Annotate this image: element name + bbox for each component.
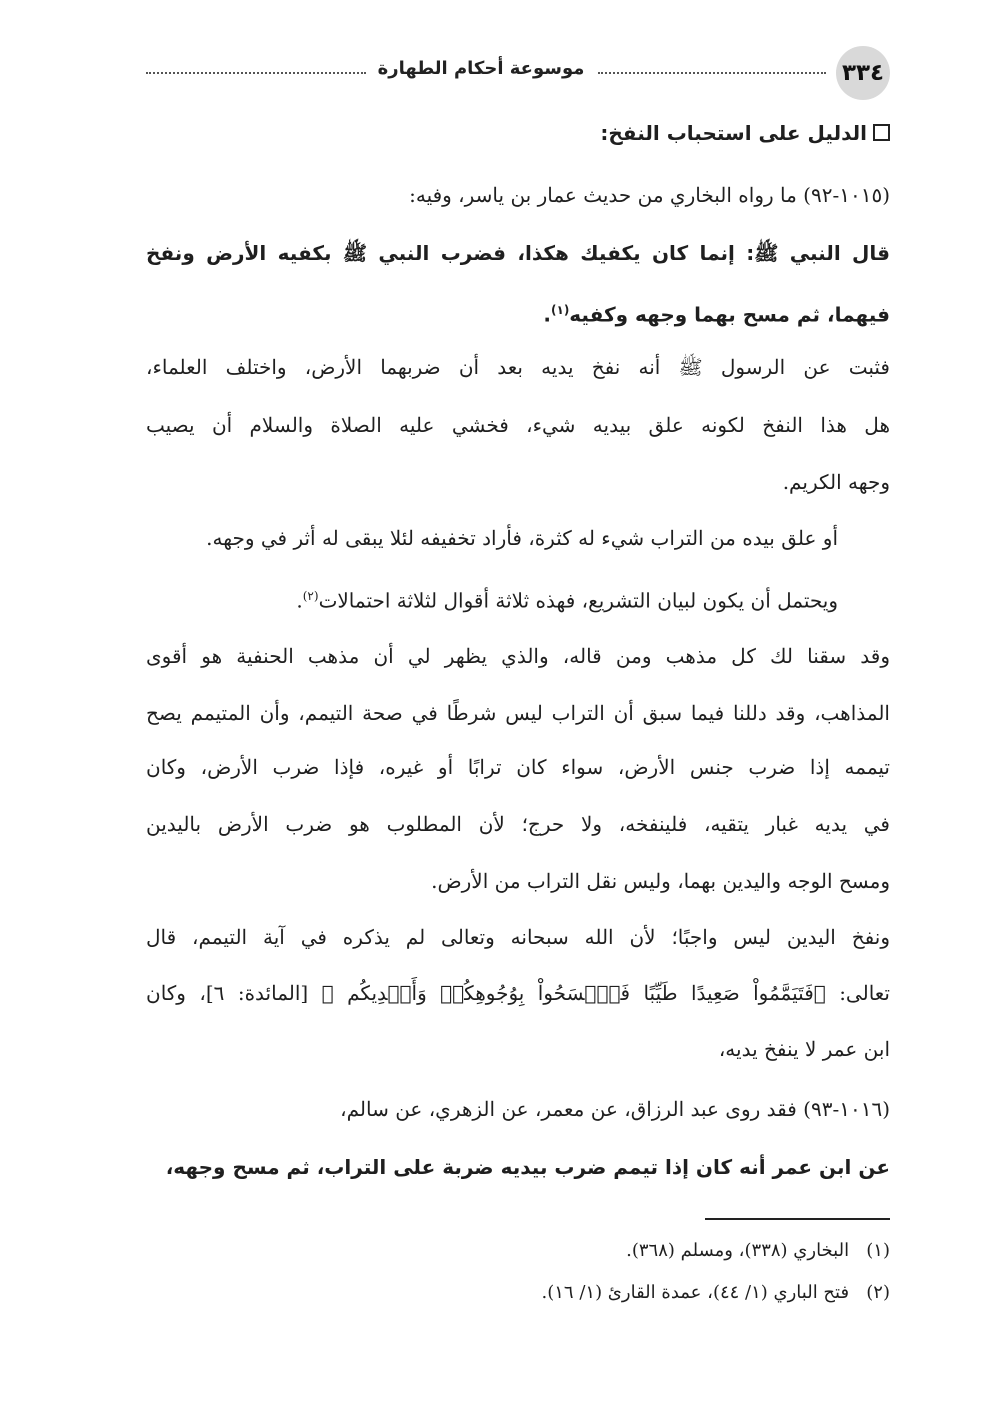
- book-title: موسوعة أحكام الطهارة: [377, 58, 585, 79]
- footnote-ref-1: (١): [551, 303, 570, 317]
- hadith-1-text-line: قال النبي ﷺ: إنما كان يكفيك هكذا، فضرب النبي ﷺ بكفيه الأرض ونفخ: [146, 241, 890, 265]
- page-number-badge: ٣٣٤: [836, 46, 890, 100]
- footnote-2: (٢) فتح الباري (١/ ٤٤)، عمدة القارئ (١/ ١٦).: [541, 1282, 890, 1303]
- header-dotted-rule-left: [146, 72, 366, 74]
- paragraph-line: في يديه غبار يتقيه، فلينفخه، ولا حرج؛ لأن المطلوب هو ضرب الأرض باليدين: [146, 812, 890, 836]
- footnote-separator: [705, 1218, 890, 1220]
- hadith-1-text-line: فيهما، ثم مسح بهما وجهه وكفيه$^{(١)}$.: [543, 302, 890, 327]
- paragraph-line: تيممه إذا ضرب جنس الأرض، سواء كان ترابًا أو غيره، فإذا ضرب الأرض، وكان: [146, 755, 890, 779]
- paragraph-line: فثبت عن الرسول ﷺ أنه نفخ يديه بعد أن ضربهما الأرض، واختلف العلماء،: [146, 355, 890, 379]
- footnote-1: (١) البخاري (٣٣٨)، ومسلم (٣٦٨).: [626, 1240, 890, 1261]
- quran-verse-line: تعالى: ﴿فَتَيَمَّمُواْ صَعِيدًا طَيِّبًا فَٱمۡسَحُواْ بِوُجُوهِكُمۡ وَأَيۡدِيكُم ﴾ [المائدة: ٦]، وكان: [146, 981, 890, 1005]
- hadith-2-intro: (١٠١٦-٩٣) فقد روى عبد الرزاق، عن معمر، عن الزهري، عن سالم،: [340, 1097, 890, 1121]
- hadith-1-intro: (١٠١٥-٩٢) ما رواه البخاري من حديث عمار بن ياسر، وفيه:: [409, 183, 890, 207]
- paragraph-line: هل هذا النفخ لكونه علق بيديه شيء، فخشي عليه الصلاة والسلام أن يصيب: [146, 413, 890, 437]
- paragraph-line: أو علق بيده من التراب شيء له كثرة، فأراد تخفيفه لئلا يبقى له أثر في وجهه.: [206, 526, 838, 550]
- paragraph-line: وجهه الكريم.: [782, 470, 890, 494]
- paragraph-line: ونفخ اليدين ليس واجبًا؛ لأن الله سبحانه وتعالى لم يذكره في آية التيمم، قال: [146, 925, 890, 949]
- checkbox-icon: [873, 124, 890, 141]
- footnote-ref-2: (٢): [302, 589, 319, 603]
- section-heading: الدليل على استحباب النفخ:: [600, 118, 890, 148]
- header-dotted-rule-right: [598, 72, 826, 74]
- paragraph-line: المذاهب، وقد دللنا فيما سبق أن التراب ليس شرطًا في صحة التيمم، وأن المتيمم يصح: [146, 701, 890, 725]
- paragraph-line: وقد سقنا لك كل مذهب ومن قاله، والذي يظهر لي أن مذهب الحنفية هو أقوى: [146, 644, 890, 668]
- hadith-2-text: عن ابن عمر أنه كان إذا تيمم ضرب بيديه ضربة على التراب، ثم مسح وجهه،: [165, 1155, 890, 1179]
- paragraph-line: ابن عمر لا ينفخ يديه،: [718, 1037, 890, 1061]
- paragraph-line: ومسح الوجه واليدين بهما، وليس نقل التراب من الأرض.: [431, 869, 890, 893]
- paragraph-line: ويحتمل أن يكون لبيان التشريع، فهذه ثلاثة أقوال لثلاثة احتمالات$^{(٢)}$.: [296, 588, 838, 613]
